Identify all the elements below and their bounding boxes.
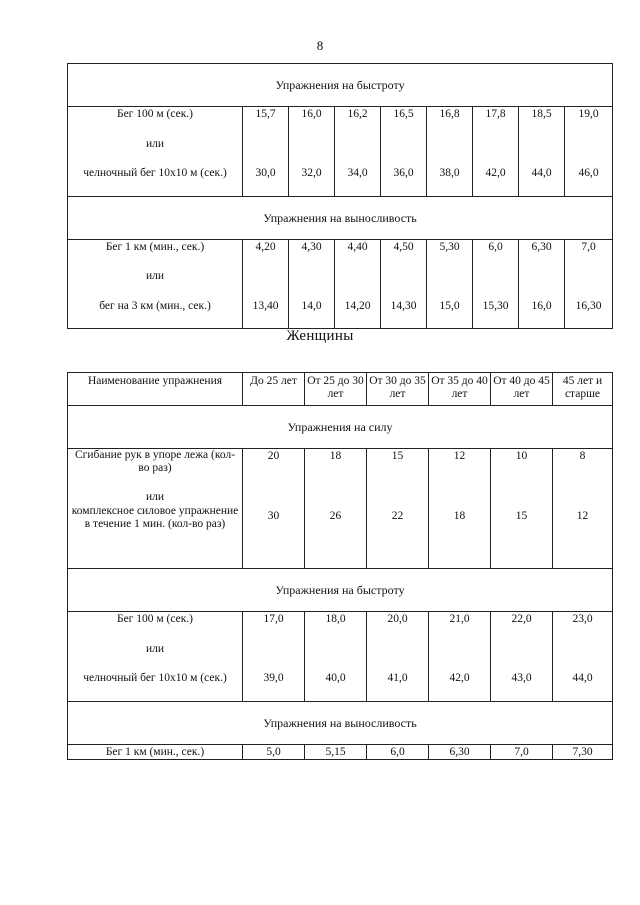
value-cell: 7,0 xyxy=(491,744,553,759)
value-cell: 4,40 14,20 xyxy=(335,239,381,329)
exercise-or: или xyxy=(145,137,165,150)
section-title-speed: Упражнения на быстроту xyxy=(68,64,613,107)
value-cell: 16,0 32,0 xyxy=(289,107,335,197)
exercise-name-cell xyxy=(68,107,243,197)
header-age-group: До 25 лет xyxy=(243,373,305,406)
value-cell: 16,5 36,0 xyxy=(381,107,427,197)
women-section-title: Женщины xyxy=(286,328,354,344)
value-cell: 10 15 xyxy=(491,449,553,569)
header-exercise-name: Наименование упражнения xyxy=(68,373,243,406)
value-cell: 7,30 xyxy=(553,744,613,759)
header-age-group: От 25 до 30 лет xyxy=(305,373,367,406)
value-cell: 5,15 xyxy=(305,744,367,759)
exercise-name-100m: Бег 100 м (сек.) xyxy=(116,613,194,625)
value-cell: 18,5 44,0 xyxy=(519,107,565,197)
value-cell: 6,0 xyxy=(367,744,429,759)
value-cell: 4,50 14,30 xyxy=(381,239,427,329)
men-standards-table xyxy=(67,63,613,329)
value-cell: 15,7 30,0 xyxy=(243,107,289,197)
exercise-name-1km: Бег 1 км (мин., сек.) xyxy=(105,240,205,253)
header-age-group: 45 лет и старше xyxy=(553,373,613,406)
exercise-or: или xyxy=(145,642,165,655)
value-cell: 6,0 15,30 xyxy=(473,239,519,329)
value-cell: 22,0 43,0 xyxy=(491,612,553,702)
exercise-name-cell xyxy=(68,612,243,702)
value-cell: 4,30 14,0 xyxy=(289,239,335,329)
value-cell: 20,0 41,0 xyxy=(367,612,429,702)
exercise-name-shuttle: челночный бег 10х10 м (сек.) xyxy=(83,672,227,684)
exercise-or: или xyxy=(145,491,165,503)
exercise-name-cell xyxy=(68,449,243,569)
section-title-strength: Упражнения на силу xyxy=(68,406,613,449)
value-cell: 17,0 39,0 xyxy=(243,612,305,702)
value-cell: 16,8 38,0 xyxy=(427,107,473,197)
value-cell: 6,30 16,0 xyxy=(519,239,565,329)
value-cell: 19,0 46,0 xyxy=(565,107,613,197)
value-cell: 5,0 xyxy=(243,744,305,759)
value-cell: 15 22 xyxy=(367,449,429,569)
exercise-name-1km: Бег 1 км (мин., сек.) xyxy=(68,744,243,759)
value-cell: 20 30 xyxy=(243,449,305,569)
page-number: 8 xyxy=(316,38,324,53)
value-cell: 8 12 xyxy=(553,449,613,569)
section-title-speed: Упражнения на быстроту xyxy=(68,569,613,612)
section-title-endurance: Упражнения на выносливость xyxy=(68,701,613,744)
value-cell: 17,8 42,0 xyxy=(473,107,519,197)
exercise-name-3km: бег на 3 км (мин., сек.) xyxy=(99,299,211,312)
header-age-group: От 40 до 45 лет xyxy=(491,373,553,406)
exercise-or: или xyxy=(145,270,165,282)
value-cell: 7,0 16,30 xyxy=(565,239,613,329)
value-cell: 4,20 13,40 xyxy=(243,239,289,329)
value-cell: 5,30 15,0 xyxy=(427,239,473,329)
header-age-group: От 35 до 40 лет xyxy=(429,373,491,406)
value-cell: 21,0 42,0 xyxy=(429,612,491,702)
value-cell: 18,0 40,0 xyxy=(305,612,367,702)
value-cell: 16,2 34,0 xyxy=(335,107,381,197)
header-age-group: От 30 до 35 лет xyxy=(367,373,429,406)
exercise-name-cell xyxy=(68,239,243,329)
value-cell: 12 18 xyxy=(429,449,491,569)
value-cell: 23,0 44,0 xyxy=(553,612,613,702)
women-standards-table xyxy=(67,372,613,760)
exercise-name-100m: Бег 100 м (сек.) xyxy=(116,108,194,120)
exercise-name-complex: комплексное силовое упражнение в течение 1 мин. (кол-во раз) xyxy=(71,505,239,530)
value-cell: 6,30 xyxy=(429,744,491,759)
value-cell: 18 26 xyxy=(305,449,367,569)
section-title-endurance: Упражнения на выносливость xyxy=(68,196,613,239)
exercise-name-shuttle: челночный бег 10х10 м (сек.) xyxy=(83,167,227,179)
exercise-name-pushups: Сгибание рук в упоре лежа (кол-во раз) xyxy=(74,449,236,474)
